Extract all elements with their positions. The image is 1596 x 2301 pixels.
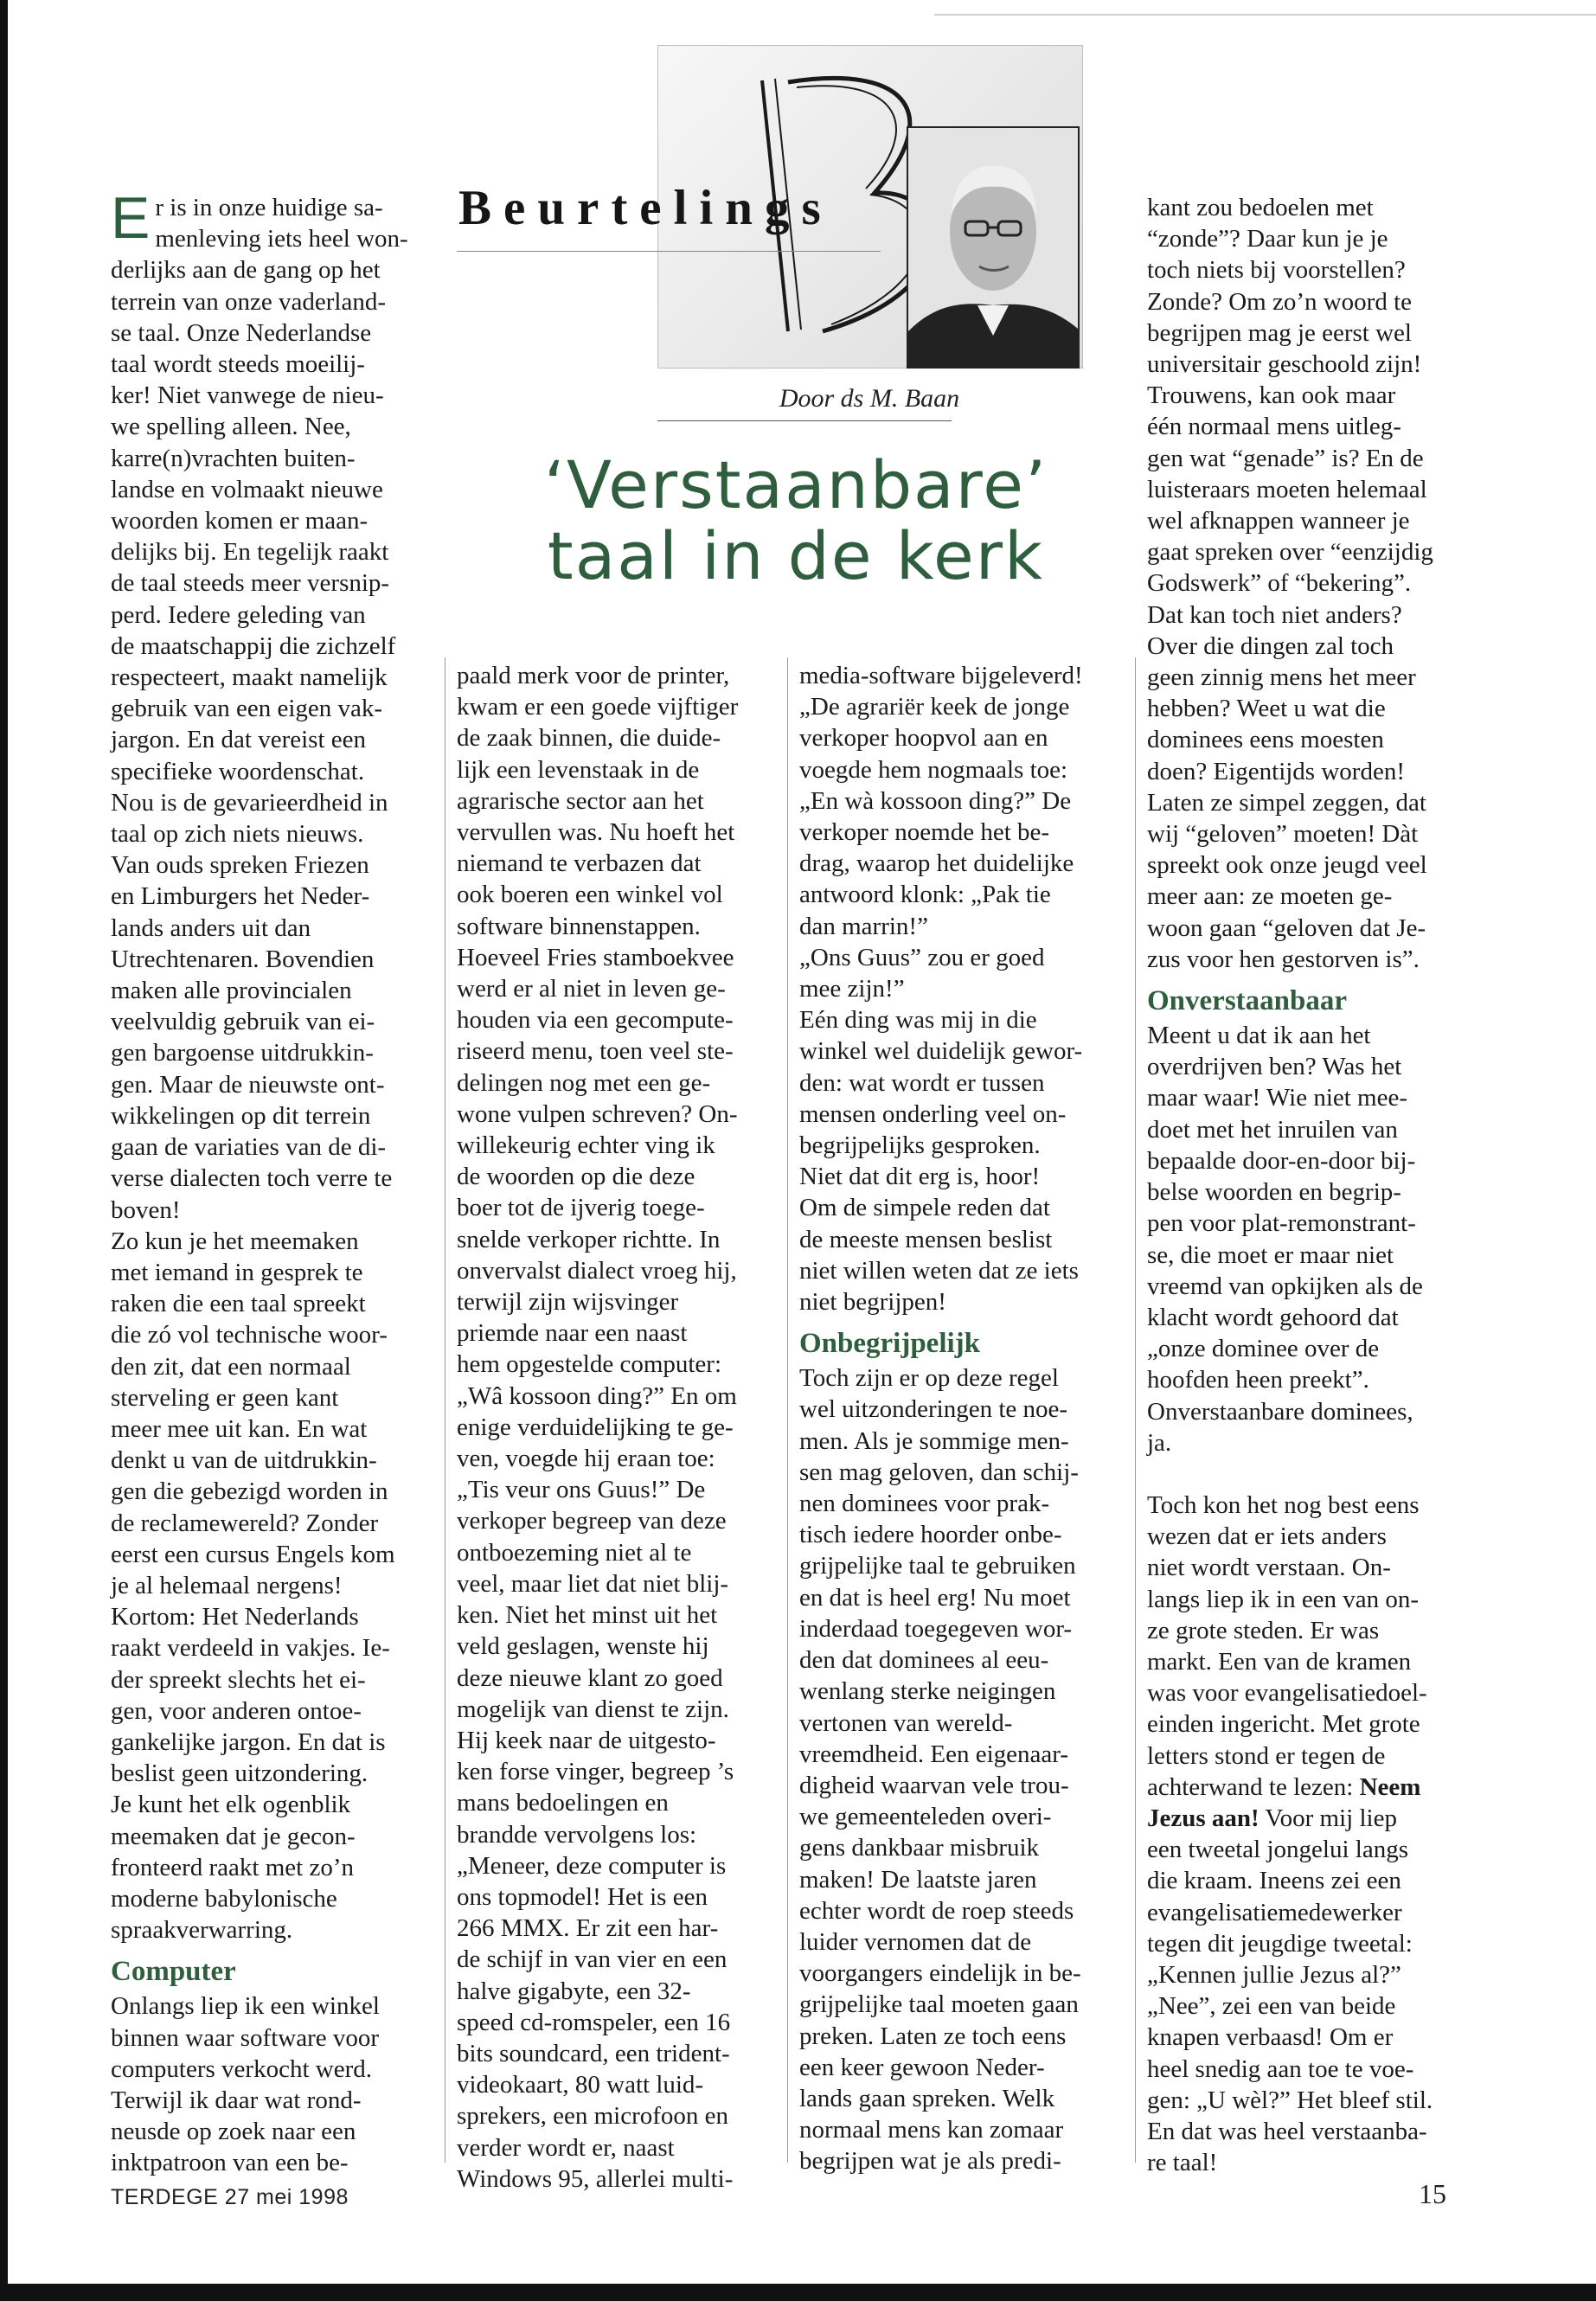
text-line: de taal steeds meer versnip-	[111, 569, 390, 598]
text-line: gen. Maar de nieuwste ont-	[111, 1070, 385, 1099]
text-line: agrarische sector aan het	[457, 786, 704, 815]
text-line: meer aan: ze moeten ge-	[1147, 882, 1393, 911]
text-line: gaan de variaties van de di-	[111, 1133, 387, 1162]
text-line: antwoord klonk: „Pak tie	[799, 881, 1051, 909]
text-line: r is in onze huidige sa-	[155, 194, 383, 221]
text-line: de reclamewereld? Zonder	[111, 1509, 379, 1537]
text-line: meemaken dat je gecon-	[111, 1822, 356, 1850]
subheading-onverstaanbaar: Onverstaanbaar	[1147, 985, 1347, 1017]
text-line: toch niets bij voorstellen?	[1147, 256, 1406, 285]
column-4-paragraph-2	[1147, 1490, 1467, 1772]
text-line: geen zinnig mens het meer	[1147, 663, 1416, 692]
text-line: gebruik van een eigen vak-	[111, 695, 383, 723]
text-line: Onverstaanbare dominees,	[1147, 1397, 1413, 1426]
column-rule-3	[1135, 657, 1136, 2163]
text-line: men. Als je sommige men-	[799, 1426, 1069, 1455]
text-line: luisteraars moeten helemaal	[1147, 475, 1427, 503]
text-line: gaat spreken over “eenzijdig	[1147, 538, 1433, 567]
text-line: Trouwens, kan ook maar	[1147, 381, 1396, 410]
text-line: verkoper hoopvol aan en	[799, 724, 1048, 753]
scan-edge-left	[0, 0, 8, 2301]
text-line: den: wat wordt er tussen	[799, 1068, 1045, 1097]
text-line: ken forse vinger, begreep ’s	[457, 1758, 734, 1786]
text-line: belse woorden en begrip-	[1147, 1178, 1401, 1207]
text-line: grijpelijke taal moeten gaan	[799, 1990, 1079, 2019]
text-line: begrijpen mag je eerst wel	[1147, 318, 1412, 347]
text-line: niet willen weten dat ze iets	[799, 1256, 1079, 1285]
drop-cap: E	[111, 185, 151, 251]
bold-neem: Neem	[1359, 1772, 1421, 1801]
text-line: computers verkocht werd.	[111, 2054, 372, 2083]
text-line: de zaak binnen, die duide-	[457, 724, 721, 753]
text-line: boer tot de ijverig toege-	[457, 1194, 705, 1222]
text-line: landse en volmaakt nieuwe	[111, 475, 383, 503]
text-line: „De agrariër keek de jonge	[799, 693, 1070, 721]
text-line: Nou is de gevarieerdheid in	[111, 788, 388, 817]
column-1-body-after	[111, 1990, 433, 2178]
text-line: maar waar! Wie niet mee-	[1147, 1084, 1408, 1112]
text-line: Niet dat dit erg is, hoor!	[799, 1163, 1041, 1191]
text-line: En dat was heel verstaanba-	[1147, 2117, 1427, 2145]
text-line: dominees eens moesten	[1147, 726, 1384, 754]
line-neem	[1147, 1772, 1467, 1803]
paragraph-gap	[1147, 1458, 1467, 1490]
text-line: denkt u van de uitdrukkin-	[111, 1446, 377, 1475]
text-line: voegde hem nogmaals toe:	[799, 755, 1068, 784]
text-line: boven!	[111, 1195, 181, 1224]
text-line: „Meneer, deze computer is	[457, 1851, 727, 1880]
text-line: 266 MMX. Er zit een har-	[457, 1914, 719, 1943]
text-line: langs liep ik in een van on-	[1147, 1585, 1420, 1613]
text-line: die zó vol technische woor-	[111, 1321, 388, 1349]
text-line: priemde naar een naast	[457, 1319, 688, 1348]
column-rule-2	[787, 657, 788, 2163]
text-line: ja.	[1147, 1428, 1172, 1457]
scan-edge-bottom	[0, 2284, 1596, 2301]
text-line: verkoper begreep van deze	[457, 1507, 727, 1535]
text-line: de woorden op die deze	[457, 1163, 695, 1191]
byline-rule	[657, 420, 952, 421]
text-line: heel snedig aan toe te voe-	[1147, 2054, 1414, 2083]
text-line: Utrechtenaren. Bovendien	[111, 945, 375, 973]
text-line: Van ouds spreken Friezen	[111, 851, 369, 880]
article-column-2	[457, 660, 777, 2195]
title-line-2: taal in de kerk	[547, 517, 1045, 594]
text-line: riseerd menu, toen veel ste-	[457, 1037, 734, 1066]
text-line: klacht wordt gehoord dat	[1147, 1303, 1399, 1331]
text-line: verse dialecten toch verre te	[111, 1164, 393, 1193]
text-line: brandde vervolgens los:	[457, 1820, 697, 1849]
text-line: inderdaad toegegeven wor-	[799, 1614, 1073, 1643]
text-line: inktpatroon van een be-	[111, 2149, 349, 2177]
text-line: re taal!	[1147, 2149, 1218, 2177]
text-line: Je kunt het elk ogenblik	[111, 1791, 351, 1819]
footer-publication: TERDEGE 27 mei 1998	[111, 2185, 349, 2209]
text-line: lands gaan spreken. Welk	[799, 2084, 1055, 2112]
column-4-body-after	[1147, 1020, 1467, 1458]
text-line: enige verduidelijking te ge-	[457, 1413, 734, 1441]
text-line: begrijpelijks gesproken.	[799, 1131, 1041, 1160]
text-line: preken. Laten ze toch eens	[799, 2022, 1067, 2050]
text-line: maken alle provincialen	[111, 977, 352, 1005]
text-line: mans bedoelingen en	[457, 1789, 669, 1817]
text-line: ken. Niet het minst uit het	[457, 1601, 718, 1630]
text-line: evangelisatiemedewerker	[1147, 1898, 1402, 1926]
text-line: Laten ze simpel zeggen, dat	[1147, 788, 1426, 817]
text-line: Windows 95, allerlei multi-	[457, 2164, 734, 2193]
text-line: terwijl zijn wijsvinger	[457, 1288, 679, 1317]
text-line: overdrijven ben? Was het	[1147, 1053, 1402, 1081]
text-line: de meeste mensen beslist	[799, 1225, 1053, 1253]
text-line: gen, voor anderen ontoe-	[111, 1696, 362, 1725]
text-line: software binnenstappen.	[457, 912, 701, 940]
text-line: meer mee uit kan. En wat	[111, 1414, 368, 1443]
text-line: vreemd van opkijken als de	[1147, 1272, 1423, 1300]
text-line: wel uitzonderingen te noe-	[799, 1395, 1068, 1424]
author-photo	[907, 126, 1080, 369]
text-line: vertonen van wereld-	[799, 1708, 1013, 1737]
text-line: taal op zich niets nieuws.	[111, 820, 364, 849]
text-line: deze nieuwe klant zo goed	[457, 1663, 723, 1692]
text-line: begrijpen wat je als predi-	[799, 2147, 1061, 2176]
text-line: veel, maar liet dat niet blij-	[457, 1569, 729, 1598]
text-line: „Wâ kossoon ding?” En om	[457, 1381, 737, 1410]
text-line: Onlangs liep ik een winkel	[111, 1992, 380, 2021]
text-line: Toch zijn er op deze regel	[799, 1364, 1059, 1393]
text-line: kant zou bedoelen met	[1147, 194, 1374, 221]
text-line: delijks bij. En tegelijk raakt	[111, 538, 389, 567]
column-4-paragraph-2-rest	[1147, 1834, 1467, 2178]
text-line: respecteert, maakt namelijk	[111, 663, 388, 692]
text-line: letters stond er tegen de	[1147, 1741, 1386, 1770]
after-bold-text: Voor mij liep	[1259, 1804, 1397, 1832]
text-line: specifieke woordenschat.	[111, 757, 365, 785]
text-line: niet begrijpen!	[799, 1288, 946, 1317]
text-line: universitair geschoold zijn!	[1147, 350, 1422, 379]
text-line: maken! De laatste jaren	[799, 1865, 1037, 1894]
text-line: die kraam. Ineens zei een	[1147, 1867, 1401, 1895]
text-line: hebben? Weet u wat die	[1147, 695, 1386, 723]
text-line: lands anders uit dan	[111, 913, 311, 942]
text-line: „En wà kossoon ding?” De	[799, 786, 1072, 815]
text-line: met iemand in gesprek te	[111, 1258, 363, 1286]
text-line: gen bargoense uitdrukkin-	[111, 1039, 374, 1067]
text-line: spraakverwarring.	[111, 1916, 293, 1945]
text-line: en Limburgers het Neder-	[111, 882, 370, 911]
text-line: gens dankbaar misbruik	[799, 1834, 1040, 1862]
text-line: doen? Eigentijds worden!	[1147, 757, 1405, 785]
text-line: den dat dominees al eeu-	[799, 1646, 1049, 1675]
page-number: 15	[1419, 2178, 1446, 2209]
text-line: knapen verbaasd! Om er	[1147, 2023, 1394, 2052]
text-line: werd er al niet in leven ge-	[457, 975, 726, 1003]
scan-edge-top	[934, 14, 1596, 16]
text-line: terrein van onze vaderland-	[111, 287, 387, 316]
article-title	[497, 446, 1094, 594]
text-line: zus voor hen gestorven is”.	[1147, 945, 1420, 973]
text-line: spreekt ook onze jeugd veel	[1147, 851, 1427, 880]
text-line: je al helemaal nergens!	[111, 1571, 343, 1599]
text-line: veld geslagen, wenste hij	[457, 1632, 709, 1661]
text-line: Terwijl ik daar wat rond-	[111, 2086, 362, 2114]
text-line: gen die gebezigd worden in	[111, 1477, 388, 1506]
text-line: moderne babylonische	[111, 1884, 337, 1913]
text-line: Om de simpele reden dat	[799, 1194, 1050, 1222]
text-line: paald merk voor de printer,	[457, 662, 730, 689]
text-line: tegen dit jeugdige tweetal:	[1147, 1929, 1413, 1958]
text-line: verder wordt er, naast	[457, 2133, 675, 2162]
text-line: tisch iedere hoorder onbe-	[799, 1521, 1062, 1549]
line-jezus-aan	[1147, 1803, 1467, 1834]
text-line: Dat kan toch niet anders?	[1147, 600, 1402, 629]
text-line: se, die moet er maar niet	[1147, 1240, 1394, 1269]
bold-jezus-aan: Jezus aan!	[1147, 1804, 1259, 1832]
text-line: vervullen was. Nu hoeft het	[457, 818, 735, 847]
text-line: derlijks aan de gang op het	[111, 256, 381, 285]
text-line: speed cd-romspeler, een 16	[457, 2008, 731, 2036]
text-line: Eén ding was mij in die	[799, 1006, 1037, 1035]
text-line: sterveling er geen kant	[111, 1383, 339, 1412]
text-line: gankelijke jargon. En dat is	[111, 1727, 386, 1756]
text-line: Toch kon het nog best eens	[1147, 1490, 1420, 1519]
text-line: einden ingericht. Met grote	[1147, 1710, 1420, 1739]
subheading-computer: Computer	[111, 1956, 236, 1988]
text-line: Hoeveel Fries stamboekvee	[457, 943, 734, 971]
text-line: ook boeren een winkel vol	[457, 881, 723, 909]
text-line: beslist geen uitzondering.	[111, 1759, 369, 1788]
text-line: “zonde”? Daar kun je je	[1147, 225, 1388, 253]
text-line: woorden komen er maan-	[111, 507, 369, 535]
text-line: onvervalst dialect vroeg hij,	[457, 1256, 737, 1285]
text-line: Godswerk” of “bekering”.	[1147, 569, 1412, 598]
column-4-body	[1147, 192, 1467, 975]
text-line: één normaal mens uitleg-	[1147, 413, 1401, 441]
text-line: voorgangers eindelijk in be-	[799, 1959, 1081, 1988]
text-line: neusde op zoek naar een	[111, 2118, 356, 2146]
section-title: Beurtelings	[458, 181, 833, 235]
text-line: kwam er een goede vijftiger	[457, 693, 739, 721]
text-line: markt. Een van de kramen	[1147, 1647, 1412, 1676]
text-line: taal wordt steeds moeilij-	[111, 350, 365, 379]
text-line: drag, waarop het duidelijke	[799, 849, 1074, 878]
text-line: echter wordt de roep steeds	[799, 1896, 1074, 1925]
text-line: „Ons Guus” zou er goed	[799, 943, 1045, 971]
text-line: dan marrin!”	[799, 912, 928, 940]
text-line: „Kennen jullie Jezus al?”	[1147, 1960, 1401, 1989]
text-line: gen: „U wèl?” Het bleef stil.	[1147, 2086, 1433, 2114]
text-line: winkel wel duidelijk gewor-	[799, 1037, 1083, 1066]
text-line: ven, voegde hij eraan toe:	[457, 1445, 715, 1473]
text-line: was voor evangelisatiedoel-	[1147, 1679, 1427, 1708]
text-line: „Tis veur ons Guus!” De	[457, 1476, 706, 1504]
text-line: veelvuldig gebruik van ei-	[111, 1008, 375, 1036]
text-line: een tweetal jongelui langs	[1147, 1836, 1408, 1864]
article-column-3	[799, 660, 1125, 2177]
text-line: doet met het inruilen van	[1147, 1115, 1398, 1144]
text-line: delingen nog met een ge-	[457, 1068, 711, 1097]
text-line: wenlang sterke neigingen	[799, 1677, 1056, 1706]
subheading-onbegrijpelijk: Onbegrijpelijk	[799, 1328, 981, 1360]
column-1-body	[111, 185, 433, 1945]
text-line: nen dominees voor prak-	[799, 1490, 1050, 1518]
text-line: den zit, dat een normaal	[111, 1352, 351, 1381]
text-line: willekeurig echter ving ik	[457, 1131, 715, 1160]
text-line: karre(n)vrachten buiten-	[111, 444, 356, 472]
text-line: ontboezeming niet al te	[457, 1538, 692, 1567]
text-line: niemand te verbazen dat	[457, 849, 702, 878]
text-line: halve gigabyte, een 32-	[457, 1977, 691, 2005]
text-line: media-software bijgeleverd!	[799, 662, 1083, 689]
text-line: Over die dingen zal toch	[1147, 631, 1394, 660]
text-line: jargon. En dat vereist een	[111, 726, 366, 754]
text-line: se taal. Onze Nederlandse	[111, 318, 372, 347]
text-line: perd. Iedere geleding van	[111, 600, 366, 629]
text-line: we spelling alleen. Nee,	[111, 413, 351, 441]
text-line: Zonde? Om zo’n woord te	[1147, 287, 1413, 316]
column-3-body-after	[799, 1362, 1125, 2176]
text-line: mensen onderling veel on-	[799, 1099, 1067, 1128]
text-line: gen wat “genade” is? En de	[1147, 444, 1424, 472]
text-line: de maatschappij die zichzelf	[111, 631, 396, 660]
section-title-thin-rule	[457, 251, 881, 252]
text-line: normaal mens kan zomaar	[799, 2116, 1064, 2144]
text-line: fronteerd raakt met zo’n	[111, 1853, 354, 1881]
text-line: Kortom: Het Nederlands	[111, 1603, 359, 1631]
text-line: eerst een cursus Engels kom	[111, 1540, 395, 1568]
text-line: ze grote steden. Er was	[1147, 1616, 1380, 1644]
article-column-1	[111, 185, 433, 2179]
text-line: mee zijn!”	[799, 975, 905, 1003]
text-line: sprekers, een microfoon en	[457, 2102, 729, 2131]
text-line: ker! Niet vanwege de nieu-	[111, 381, 384, 410]
text-line: woon gaan “geloven dat Je-	[1147, 913, 1426, 942]
text-line: digheid waarvan vele trou-	[799, 1771, 1069, 1799]
text-line: „onze dominee over de	[1147, 1335, 1380, 1363]
text-line: Zo kun je het meemaken	[111, 1227, 359, 1255]
column-2-body	[457, 660, 777, 2195]
text-line: videokaart, 80 watt luid-	[457, 2071, 704, 2099]
text-line: menleving iets heel won-	[155, 225, 408, 253]
text-line: hem opgestelde computer:	[457, 1350, 722, 1379]
text-line: bepaalde door-en-door bij-	[1147, 1146, 1416, 1175]
text-line: mogelijk van dienst te zijn.	[457, 1695, 729, 1723]
text-line: binnen waar software voor	[111, 2023, 380, 2052]
text-line: snelde verkoper richtte. In	[457, 1225, 721, 1253]
text-line: ons topmodel! Het is een	[457, 1882, 708, 1911]
text-line: wezen dat er iets anders	[1147, 1522, 1387, 1551]
portrait-image	[908, 128, 1078, 367]
text-line: wij “geloven” moeten! Dàt	[1147, 820, 1419, 849]
byline: Door ds M. Baan	[779, 384, 960, 413]
text-line: wel afknappen wanneer je	[1147, 507, 1410, 535]
text-line: achterwand te lezen:	[1147, 1772, 1354, 1801]
text-line: Hij keek naar de uitgesto-	[457, 1726, 716, 1754]
text-line: wone vulpen schreven? On-	[457, 1099, 738, 1128]
text-line: pen voor plat-remonstrant-	[1147, 1209, 1416, 1238]
text-line: vreemdheid. Een eigenaar-	[799, 1740, 1068, 1768]
text-line: de schijf in van vier en een	[457, 1945, 727, 1974]
text-line: wikkelingen op dit terrein	[111, 1101, 371, 1130]
article-column-4	[1147, 192, 1467, 2178]
text-line: houden via een gecompute-	[457, 1006, 734, 1035]
text-line: grijpelijke taal te gebruiken	[799, 1552, 1076, 1580]
text-line: raakt verdeeld in vakjes. Ie-	[111, 1634, 390, 1663]
text-line: we gemeenteleden overi-	[799, 1803, 1052, 1831]
text-line: luider vernomen dat de	[799, 1927, 1032, 1956]
text-line: lijk een levenstaak in de	[457, 755, 700, 784]
text-line: raken die een taal spreekt	[111, 1290, 366, 1318]
text-line: niet wordt verstaan. On-	[1147, 1554, 1391, 1582]
text-line: „Nee”, zei een van beide	[1147, 1992, 1396, 2021]
text-line: der spreekt slechts het ei-	[111, 1665, 366, 1694]
text-line: Meent u dat ik aan het	[1147, 1022, 1371, 1050]
text-line: verkoper noemde het be-	[799, 818, 1050, 847]
title-line-1: ‘Verstaanbare’	[543, 446, 1048, 523]
text-line: een keer gewoon Neder-	[799, 2053, 1045, 2081]
text-line: en dat is heel erg! Nu moet	[799, 1583, 1071, 1612]
text-line: hoofden heen preekt”.	[1147, 1366, 1369, 1394]
text-line: sen mag geloven, dan schij-	[799, 1458, 1079, 1486]
text-line: bits soundcard, een trident-	[457, 2039, 730, 2067]
column-3-body	[799, 660, 1125, 1317]
